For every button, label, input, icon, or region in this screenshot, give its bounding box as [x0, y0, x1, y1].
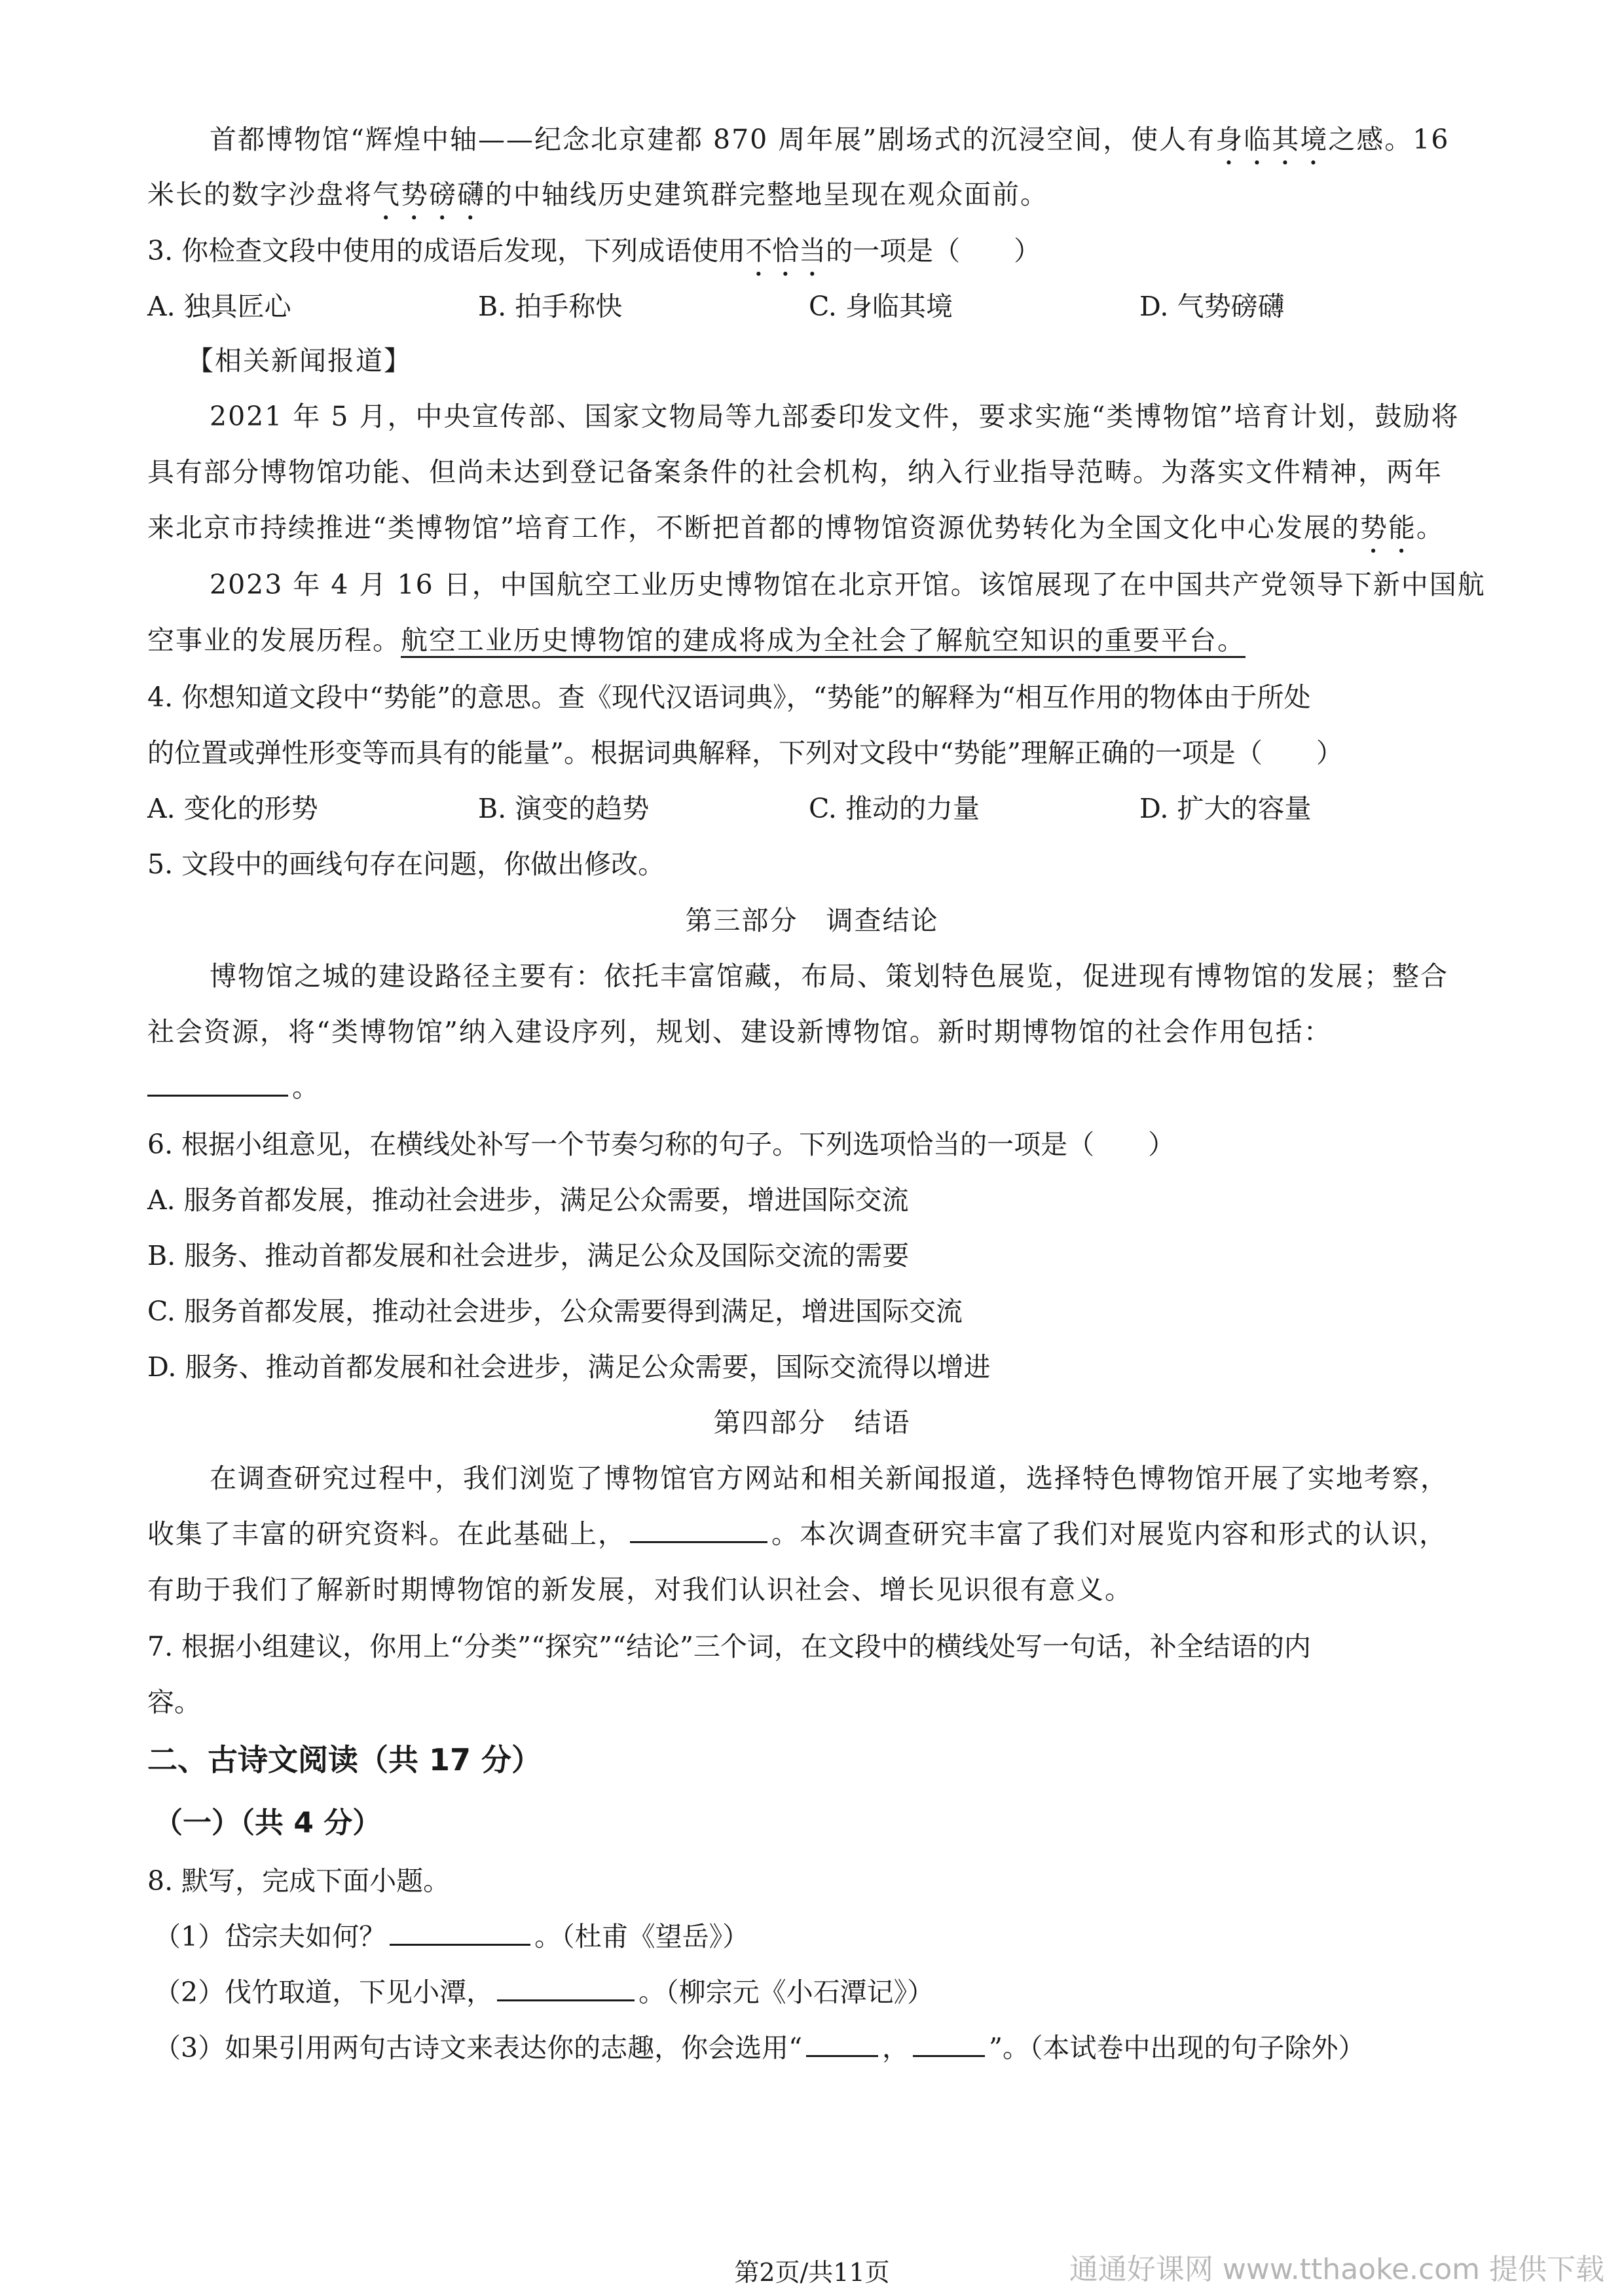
news-p1-line-1: 2021 年 5 月，中央宣传部、国家文物局等九部委印发文件，要求实施“类博物馆”培育计划，鼓励将 [210, 401, 1460, 432]
answer-blank[interactable] [913, 2032, 985, 2057]
news-text: 。 [1416, 512, 1445, 543]
news-p1-line-2: 具有部分博物馆功能、但尚未达到登记备案条件的社会机构，纳入行业指导范畴。为落实文件精神，两年 [147, 456, 1443, 488]
news-title: 【相关新闻报道】 [187, 345, 412, 376]
answer-blank[interactable] [497, 1976, 635, 2001]
part3-text: 。 [292, 1072, 320, 1103]
section-2-heading: 二、古诗文阅读（共 17 分） [147, 1742, 542, 1777]
dotted-idiom: 气势磅礴 [373, 179, 485, 210]
q6-option-d: D. 服务、推动首都发展和社会进步，满足公众需要，国际交流得以增进 [147, 1351, 991, 1383]
part4-line-1: 在调查研究过程中，我们浏览了博物馆官方网站和相关新闻报道，选择特色博物馆开展了实地考察， [210, 1463, 1449, 1494]
dotted-idiom: 身临其境 [1215, 124, 1329, 155]
dotted-keyword: 不恰当 [745, 235, 826, 266]
news-p2-line-1: 2023 年 4 月 16 日，中国航空工业历史博物馆在北京开馆。该馆展现了在中国共产党领导下新中国航 [210, 569, 1486, 600]
dotted-keyword: 势能 [1359, 512, 1416, 543]
underlined-sentence: 航空工业历史博物馆的建成将成为全社会了解航空知识的重要平台。 [401, 625, 1246, 656]
part4-text: 收集了丰富的研究资料。在此基础上， [147, 1518, 626, 1550]
q3-text: 3. 你检查文段中使用的成语后发现，下列成语使用 [147, 235, 746, 266]
part3-line-2: 社会资源，将“类博物馆”纳入建设序列，规划、建设新博物馆。新时期博物馆的社会作用包括： [147, 1016, 1332, 1048]
q4-option-d: D. 扩大的容量 [1139, 793, 1312, 824]
intro-text: 的中轴线历史建筑群完整地呈现在观众面前。 [485, 179, 1048, 210]
q6-option-c: C. 服务首都发展，推动社会进步，公众需要得到满足，增进国际交流 [147, 1296, 963, 1327]
q8-text: ， [882, 2032, 910, 2064]
question-8-stem: 8. 默写，完成下面小题。 [147, 1865, 451, 1897]
q8-text: （2）伐竹取道，下见小潭， [154, 1977, 494, 2008]
answer-blank[interactable] [390, 1920, 530, 1946]
q8-text: 。（杜甫《望岳》） [534, 1921, 750, 1952]
question-7-line-1: 7. 根据小组建议，你用上“分类”“探究”“结论”三个词，在文段中的横线处写一句话，补全结语的内 [147, 1631, 1311, 1662]
q4-option-b: B. 演变的趋势 [478, 793, 650, 824]
news-text: 空事业的发展历程。 [147, 625, 401, 656]
watermark: 通通好课网 www.tthaoke.com 提供下载 [1069, 2253, 1604, 2286]
part3-line-1: 博物馆之城的建设路径主要有：依托丰富馆藏，布局、策划特色展览，促进现有博物馆的发展；整合 [210, 960, 1449, 992]
part4-line-3: 有助于我们了解新时期博物馆的新发展，对我们认识社会、增长见识很有意义。 [147, 1574, 1133, 1605]
q6-option-a: A. 服务首都发展，推动社会进步，满足公众需要，增进国际交流 [147, 1184, 909, 1216]
part4-text: 。本次调查研究丰富了我们对展览内容和形式的认识， [771, 1518, 1447, 1550]
intro-text: 首都博物馆“辉煌中轴——纪念北京建都 870 周年展”剧场式的沉浸空间，使人有 [210, 124, 1216, 155]
q8-item-2 [154, 1974, 934, 2011]
q3-option-b: B. 拍手称快 [478, 291, 623, 322]
intro-line-1 [210, 121, 1449, 171]
intro-line-2 [147, 176, 1048, 226]
intro-text: 之感。16 [1328, 124, 1450, 155]
q3-option-a: A. 独具匠心 [147, 291, 291, 322]
answer-blank[interactable] [630, 1518, 767, 1543]
question-4-line-1: 4. 你想知道文段中“势能”的意思。查《现代汉语词典》，“势能”的解释为“相互作用的物体由于所处 [147, 682, 1311, 713]
news-p2-line-2 [147, 622, 1246, 659]
q3-text: 的一项是（ ） [826, 235, 1041, 266]
answer-blank[interactable] [806, 2032, 878, 2057]
q8-text: （1）岱宗夫如何？ [154, 1921, 386, 1952]
question-4-line-2: 的位置或弹性形变等而具有的能量”。根据词典解释，下列对文段中“势能”理解正确的一项是（ ） [147, 737, 1343, 769]
part4-line-2 [147, 1516, 1447, 1552]
page-number: 第2页/共11页 [734, 2258, 890, 2287]
question-3-stem [147, 232, 1041, 282]
q8-text: ”。（本试卷中出现的句子除外） [989, 2032, 1365, 2064]
q8-text: （3）如果引用两句古诗文来表达你的志趣，你会选用“ [154, 2032, 803, 2064]
q8-item-1 [154, 1918, 749, 1955]
intro-text: 米长的数字沙盘将 [147, 179, 373, 210]
question-7-line-2: 容。 [147, 1686, 201, 1718]
news-p1-line-3 [147, 509, 1445, 559]
news-text: 来北京市持续推进“类博物馆”培育工作，不断把首都的博物馆资源优势转化为全国文化中心发展的 [147, 512, 1360, 543]
q8-item-3 [154, 2030, 1365, 2066]
q6-option-b: B. 服务、推动首都发展和社会进步，满足公众及国际交流的需要 [147, 1240, 910, 1271]
question-5: 5. 文段中的画线句存在问题，你做出修改。 [147, 848, 665, 880]
q3-option-d: D. 气势磅礴 [1139, 291, 1285, 322]
part3-title: 第三部分 调查结论 [685, 905, 939, 936]
part3-line-3 [147, 1069, 320, 1106]
q8-text: 。（柳宗元《小石潭记》） [638, 1977, 934, 2008]
q4-option-a: A. 变化的形势 [147, 793, 318, 824]
subsection-1-heading: （一）（共 4 分） [154, 1806, 382, 1840]
q3-option-c: C. 身临其境 [809, 291, 953, 322]
part4-title: 第四部分 结语 [713, 1407, 911, 1438]
q4-option-c: C. 推动的力量 [809, 793, 980, 824]
question-6-stem: 6. 根据小组意见，在横线处补写一个节奏匀称的句子。下列选项恰当的一项是（ ） [147, 1129, 1175, 1160]
answer-blank[interactable] [147, 1071, 288, 1097]
